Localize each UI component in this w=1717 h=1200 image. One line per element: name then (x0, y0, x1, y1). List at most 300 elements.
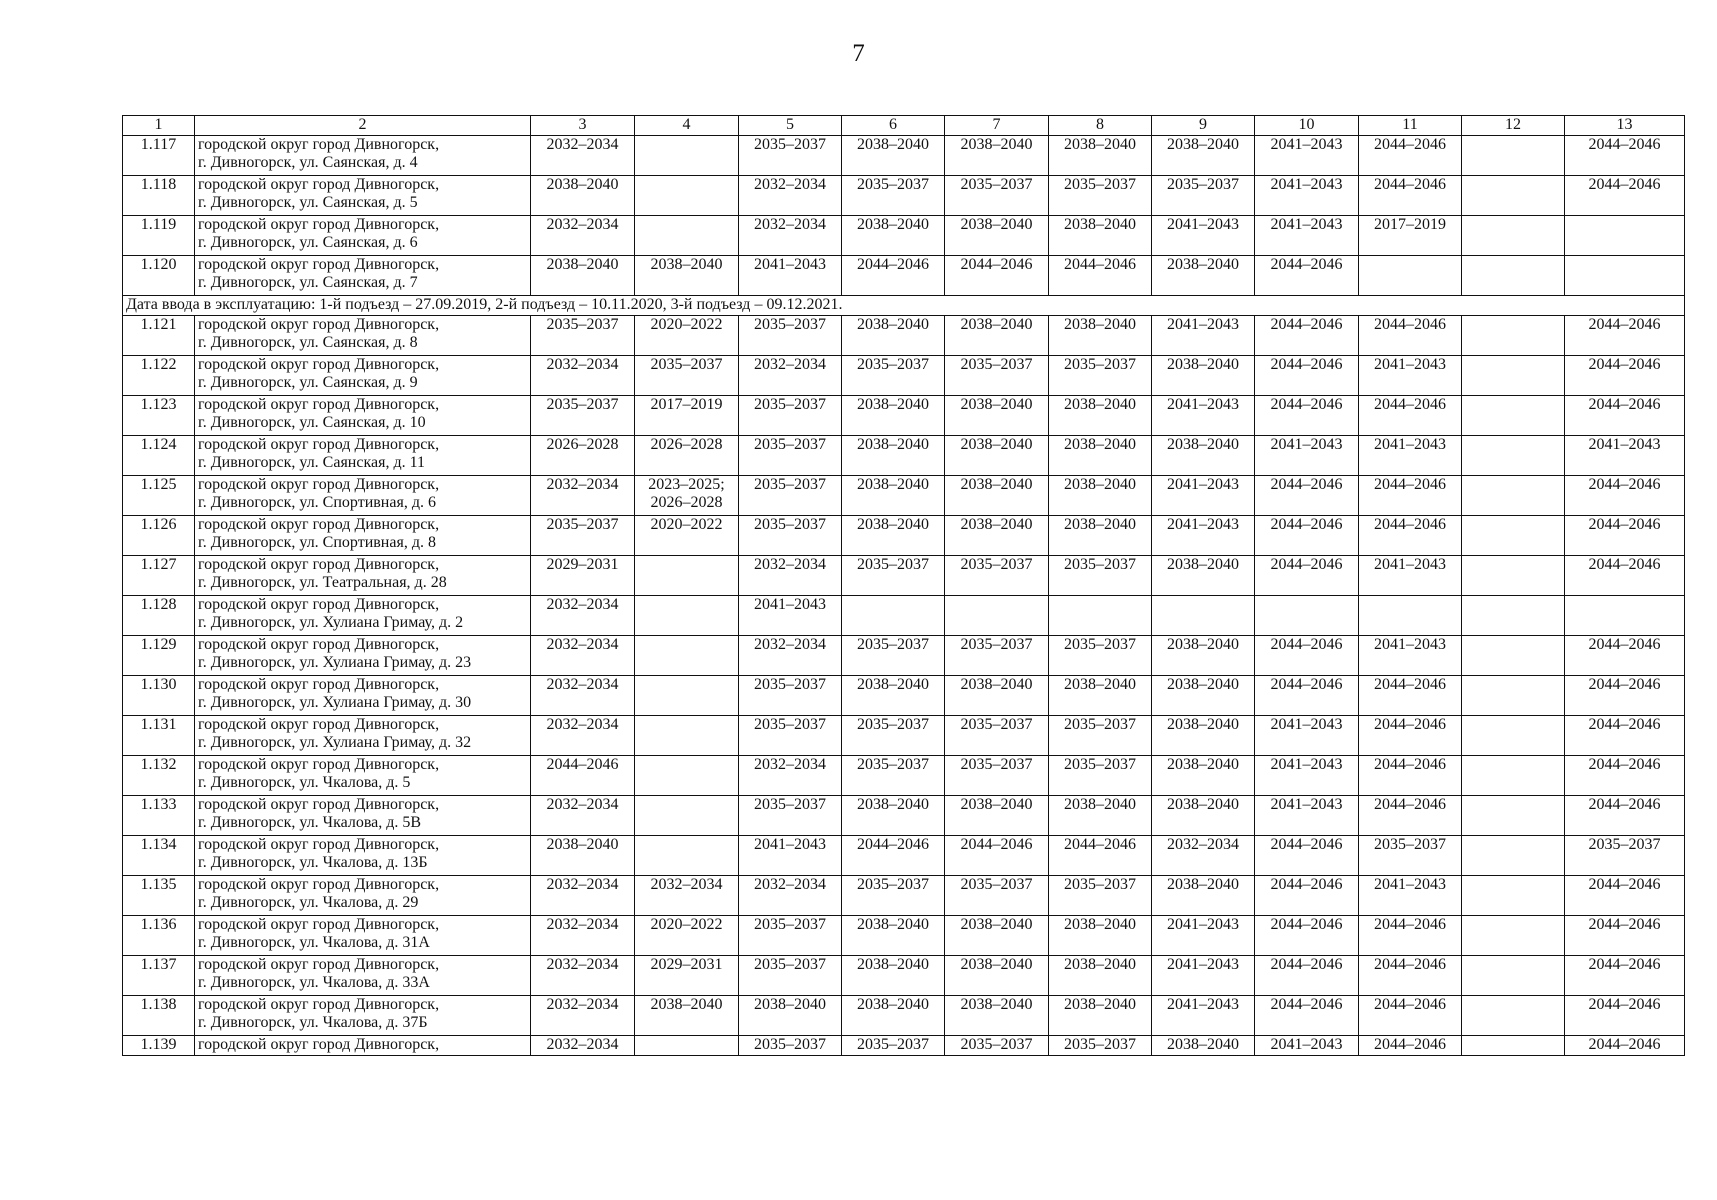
address-line-2: г. Дивногорск, ул. Чкалова, д. 13Б (198, 854, 428, 872)
period-cell: 2035–2037 (842, 356, 945, 396)
period-cell: 2032–2034 (739, 356, 842, 396)
period-cell: 2041–2043 (739, 256, 842, 296)
table-row (123, 216, 1685, 256)
address-line-2: г. Дивногорск, ул. Саянская, д. 5 (198, 194, 418, 212)
table-row (123, 676, 1685, 716)
row-number: 1.135 (123, 876, 195, 916)
row-number: 1.119 (123, 216, 195, 256)
address-line-2: г. Дивногорск, ул. Хулиана Гримау, д. 32 (198, 734, 472, 752)
period-cell: 2044–2046 (1359, 916, 1462, 956)
period-cell: 2035–2037 (1049, 756, 1152, 796)
address-line-1: городской округ город Дивногорск, (198, 396, 440, 413)
period-cell: 2020–2022 (635, 516, 739, 556)
period-cell: 2038–2040 (945, 316, 1049, 356)
row-number: 1.133 (123, 796, 195, 836)
period-cell: 2044–2046 (842, 836, 945, 876)
period-cell: 2035–2037 (739, 136, 842, 176)
period-cell: 2038–2040 (1049, 996, 1152, 1036)
address-cell (195, 516, 531, 556)
period-cell: 2041–2043 (1359, 356, 1462, 396)
period-cell (1462, 836, 1565, 876)
address-line-1: городской округ город Дивногорск, (198, 176, 440, 193)
period-cell: 2044–2046 (1255, 996, 1359, 1036)
period-cell: 2044–2046 (1255, 956, 1359, 996)
period-cell: 2035–2037 (1565, 836, 1685, 876)
column-header: 7 (945, 116, 1049, 136)
period-cell: 2035–2037 (945, 356, 1049, 396)
row-number: 1.134 (123, 836, 195, 876)
address-line-2: г. Дивногорск, ул. Саянская, д. 7 (198, 274, 418, 292)
period-cell: 2032–2034 (1152, 836, 1255, 876)
period-cell: 2038–2040 (945, 796, 1049, 836)
address-line-2: г. Дивногорск, ул. Чкалова, д. 33А (198, 974, 430, 992)
address-line-1: городской округ город Дивногорск, (198, 356, 440, 373)
address-cell (195, 596, 531, 636)
address-line-1: городской округ город Дивногорск, (198, 676, 440, 693)
period-cell: 2038–2040 (945, 916, 1049, 956)
row-number: 1.124 (123, 436, 195, 476)
period-cell: 2044–2046 (1565, 796, 1685, 836)
period-cell: 2041–2043 (1152, 316, 1255, 356)
period-cell: 2041–2043 (1565, 436, 1685, 476)
period-cell: 2041–2043 (1152, 216, 1255, 256)
period-cell: 2032–2034 (531, 596, 635, 636)
address-line-1: городской округ город Дивногорск, (198, 756, 440, 773)
address-line-1: городской округ город Дивногорск, (198, 316, 440, 333)
column-header: 12 (1462, 116, 1565, 136)
period-cell: 2044–2046 (1255, 396, 1359, 436)
row-number: 1.132 (123, 756, 195, 796)
address-line-2: г. Дивногорск, ул. Хулиана Гримау, д. 23 (198, 654, 472, 672)
address-cell (195, 636, 531, 676)
period-cell: 2044–2046 (1359, 956, 1462, 996)
address-line-2: г. Дивногорск, ул. Чкалова, д. 31А (198, 934, 430, 952)
capital-repair-schedule-table (122, 115, 1685, 1056)
address-line-1: городской округ город Дивногорск, (198, 716, 440, 733)
address-cell (195, 796, 531, 836)
period-cell: 2041–2043 (1255, 796, 1359, 836)
period-cell: 2035–2037 (739, 516, 842, 556)
period-cell: 2035–2037 (842, 716, 945, 756)
address-line-2: г. Дивногорск, ул. Саянская, д. 4 (198, 154, 418, 172)
row-number: 1.121 (123, 316, 195, 356)
period-cell: 2041–2043 (1152, 996, 1255, 1036)
address-cell (195, 836, 531, 876)
address-line-1: городской округ город Дивногорск, (198, 136, 440, 153)
table-row (123, 836, 1685, 876)
period-cell (635, 636, 739, 676)
period-cell: 2029–2031 (635, 956, 739, 996)
period-cell (1565, 596, 1685, 636)
column-header: 4 (635, 116, 739, 136)
period-cell: 2044–2046 (1359, 1036, 1462, 1056)
table-row (123, 136, 1685, 176)
period-cell: 2038–2040 (842, 396, 945, 436)
table-row (123, 1036, 1685, 1056)
row-number: 1.120 (123, 256, 195, 296)
period-cell: 2035–2037 (1152, 176, 1255, 216)
period-cell: 2035–2037 (531, 516, 635, 556)
column-number-row (123, 116, 1685, 136)
period-cell: 2044–2046 (842, 256, 945, 296)
period-cell: 2038–2040 (842, 476, 945, 516)
period-cell: 2038–2040 (945, 676, 1049, 716)
period-cell (1462, 436, 1565, 476)
period-cell: 2038–2040 (1049, 676, 1152, 716)
period-cell: 2038–2040 (1049, 916, 1152, 956)
period-cell: 2032–2034 (531, 716, 635, 756)
period-cell: 2032–2034 (739, 876, 842, 916)
period-cell: 2035–2037 (945, 556, 1049, 596)
address-cell (195, 476, 531, 516)
period-cell: 2035–2037 (1049, 176, 1152, 216)
period-cell: 2041–2043 (739, 836, 842, 876)
address-line-2: г. Дивногорск, ул. Саянская, д. 6 (198, 234, 418, 252)
period-cell: 2044–2046 (1565, 396, 1685, 436)
column-header: 3 (531, 116, 635, 136)
period-cell: 2044–2046 (1255, 876, 1359, 916)
address-line-1: городской округ город Дивногорск, (198, 1036, 440, 1053)
period-cell: 2032–2034 (531, 676, 635, 716)
row-number: 1.139 (123, 1036, 195, 1056)
period-cell: 2038–2040 (1152, 876, 1255, 916)
address-cell (195, 396, 531, 436)
address-line-1: городской округ город Дивногорск, (198, 796, 440, 813)
period-cell (635, 756, 739, 796)
period-cell: 2035–2037 (739, 796, 842, 836)
period-cell: 2032–2034 (739, 556, 842, 596)
table-row (123, 316, 1685, 356)
address-cell (195, 876, 531, 916)
period-cell: 2044–2046 (1255, 836, 1359, 876)
column-header: 13 (1565, 116, 1685, 136)
period-cell: 2044–2046 (1359, 516, 1462, 556)
row-number: 1.128 (123, 596, 195, 636)
period-cell (1462, 516, 1565, 556)
period-cell (1462, 636, 1565, 676)
column-header: 1 (123, 116, 195, 136)
row-number: 1.126 (123, 516, 195, 556)
period-cell: 2035–2037 (842, 1036, 945, 1056)
address-cell (195, 556, 531, 596)
column-header: 11 (1359, 116, 1462, 136)
period-cell: 2038–2040 (1049, 796, 1152, 836)
address-line-2: г. Дивногорск, ул. Чкалова, д. 37Б (198, 1014, 428, 1032)
table-row (123, 516, 1685, 556)
period-cell: 2035–2037 (739, 916, 842, 956)
period-cell (1462, 876, 1565, 916)
period-cell: 2038–2040 (531, 836, 635, 876)
address-cell (195, 1036, 531, 1056)
address-line-2: г. Дивногорск, ул. Театральная, д. 28 (198, 574, 447, 592)
period-cell: 2035–2037 (945, 1036, 1049, 1056)
row-number: 1.137 (123, 956, 195, 996)
period-cell: 2044–2046 (1565, 956, 1685, 996)
period-cell: 2038–2040 (1152, 256, 1255, 296)
address-line-1: городской округ город Дивногорск, (198, 636, 440, 653)
period-cell (1565, 256, 1685, 296)
period-cell: 2044–2046 (1565, 136, 1685, 176)
period-cell (1462, 676, 1565, 716)
period-cell: 2041–2043 (1255, 216, 1359, 256)
period-cell (1462, 796, 1565, 836)
period-cell: 2035–2037 (945, 756, 1049, 796)
period-cell: 2038–2040 (1152, 556, 1255, 596)
period-cell: 2032–2034 (739, 756, 842, 796)
table-row (123, 476, 1685, 516)
address-cell (195, 356, 531, 396)
period-cell: 2035–2037 (1049, 636, 1152, 676)
period-cell: 2041–2043 (1359, 556, 1462, 596)
period-cell: 2041–2043 (1359, 876, 1462, 916)
period-cell: 2044–2046 (1359, 996, 1462, 1036)
period-cell: 2044–2046 (1565, 996, 1685, 1036)
period-cell: 2041–2043 (1255, 176, 1359, 216)
period-cell: 2035–2037 (739, 396, 842, 436)
period-cell: 2035–2037 (842, 876, 945, 916)
period-cell: 2041–2043 (1152, 516, 1255, 556)
period-cell: 2044–2046 (1359, 676, 1462, 716)
row-number: 1.129 (123, 636, 195, 676)
period-cell: 2032–2034 (531, 916, 635, 956)
period-cell: 2035–2037 (531, 316, 635, 356)
period-cell: 2041–2043 (1152, 396, 1255, 436)
period-cell: 2020–2022 (635, 916, 739, 956)
period-cell: 2038–2040 (945, 136, 1049, 176)
period-cell: 2044–2046 (1565, 476, 1685, 516)
table-row (123, 436, 1685, 476)
period-cell: 2044–2046 (1255, 316, 1359, 356)
period-cell: 2044–2046 (1565, 756, 1685, 796)
address-line-2: г. Дивногорск, ул. Саянская, д. 9 (198, 374, 418, 392)
period-cell: 2038–2040 (842, 796, 945, 836)
address-line-2: г. Дивногорск, ул. Саянская, д. 11 (198, 454, 426, 472)
period-cell: 2035–2037 (1049, 716, 1152, 756)
period-cell: 2032–2034 (531, 136, 635, 176)
period-cell: 2029–2031 (531, 556, 635, 596)
period-cell: 2044–2046 (1255, 516, 1359, 556)
period-cell (1462, 396, 1565, 436)
period-cell: 2044–2046 (1255, 476, 1359, 516)
period-cell (1462, 476, 1565, 516)
period-cell (1462, 596, 1565, 636)
period-cell (1462, 316, 1565, 356)
period-cell: 2038–2040 (842, 436, 945, 476)
address-cell (195, 136, 531, 176)
period-cell (635, 596, 739, 636)
period-cell: 2038–2040 (1049, 956, 1152, 996)
period-cell: 2035–2037 (945, 636, 1049, 676)
period-cell: 2038–2040 (1152, 796, 1255, 836)
period-cell (1565, 216, 1685, 256)
row-number: 1.136 (123, 916, 195, 956)
table-row (123, 256, 1685, 296)
period-cell: 2044–2046 (1565, 716, 1685, 756)
table-row (123, 716, 1685, 756)
period-cell: 2038–2040 (531, 256, 635, 296)
period-cell: 2038–2040 (842, 136, 945, 176)
period-cell: 2044–2046 (1565, 876, 1685, 916)
period-cell: 2035–2037 (1049, 876, 1152, 916)
address-line-1: городской округ город Дивногорск, (198, 876, 440, 893)
table-row (123, 356, 1685, 396)
period-cell: 2044–2046 (1255, 556, 1359, 596)
period-cell: 2035–2037 (842, 176, 945, 216)
period-cell: 2044–2046 (1255, 356, 1359, 396)
period-cell (635, 676, 739, 716)
row-number: 1.117 (123, 136, 195, 176)
period-cell: 2038–2040 (945, 476, 1049, 516)
note-row (123, 296, 1685, 316)
period-cell: 2044–2046 (1565, 556, 1685, 596)
period-cell: 2032–2034 (531, 956, 635, 996)
period-cell: 2038–2040 (842, 676, 945, 716)
address-line-2: г. Дивногорск, ул. Чкалова, д. 29 (198, 894, 419, 912)
period-cell: 2041–2043 (1359, 436, 1462, 476)
period-cell: 2044–2046 (1565, 676, 1685, 716)
period-cell: 2035–2037 (739, 1036, 842, 1056)
period-cell: 2035–2037 (945, 176, 1049, 216)
row-number: 1.123 (123, 396, 195, 436)
period-cell: 2041–2043 (1152, 916, 1255, 956)
period-cell: 2038–2040 (1152, 136, 1255, 176)
address-line-1: городской округ город Дивногорск, (198, 956, 440, 973)
period-cell: 2035–2037 (739, 316, 842, 356)
period-cell: 2038–2040 (1049, 136, 1152, 176)
address-line-1: городской округ город Дивногорск, (198, 476, 440, 493)
period-cell (1462, 356, 1565, 396)
period-cell: 2035–2037 (1049, 356, 1152, 396)
period-cell: 2035–2037 (842, 756, 945, 796)
period-cell (635, 716, 739, 756)
period-cell: 2044–2046 (1359, 176, 1462, 216)
period-cell (1462, 1036, 1565, 1056)
period-cell: 2038–2040 (1049, 436, 1152, 476)
period-cell: 2044–2046 (945, 836, 1049, 876)
period-cell: 2044–2046 (1359, 316, 1462, 356)
period-cell: 2038–2040 (1152, 716, 1255, 756)
address-line-1: городской округ город Дивногорск, (198, 836, 440, 853)
table-row (123, 796, 1685, 836)
table-row (123, 916, 1685, 956)
address-line-1: городской округ город Дивногорск, (198, 916, 440, 933)
column-header: 2 (195, 116, 531, 136)
period-cell: 2041–2043 (1152, 476, 1255, 516)
period-cell: 2026–2028 (531, 436, 635, 476)
address-line-1: городской округ город Дивногорск, (198, 436, 440, 453)
period-cell: 2044–2046 (1565, 516, 1685, 556)
row-number: 1.138 (123, 996, 195, 1036)
address-cell (195, 916, 531, 956)
period-cell: 2035–2037 (531, 396, 635, 436)
address-line-2: г. Дивногорск, ул. Хулиана Гримау, д. 2 (198, 614, 464, 632)
period-cell: 2035–2037 (945, 716, 1049, 756)
period-cell: 2038–2040 (1049, 316, 1152, 356)
period-cell (945, 596, 1049, 636)
period-cell: 2038–2040 (842, 516, 945, 556)
address-line-1: городской округ город Дивногорск, (198, 256, 440, 273)
period-cell: 2044–2046 (945, 256, 1049, 296)
period-cell: 2038–2040 (1049, 516, 1152, 556)
table-row (123, 876, 1685, 916)
period-cell: 2044–2046 (1565, 916, 1685, 956)
period-cell: 2035–2037 (1049, 556, 1152, 596)
table-row (123, 396, 1685, 436)
period-cell: 2032–2034 (531, 996, 635, 1036)
period-cell (1152, 596, 1255, 636)
address-line-2: г. Дивногорск, ул. Чкалова, д. 5В (198, 814, 422, 832)
address-line-2: г. Дивногорск, ул. Саянская, д. 8 (198, 334, 418, 352)
period-cell: 2044–2046 (1255, 636, 1359, 676)
table-row (123, 956, 1685, 996)
period-cell (1462, 216, 1565, 256)
period-cell: 2038–2040 (842, 956, 945, 996)
period-cell: 2044–2046 (1049, 256, 1152, 296)
row-number: 1.130 (123, 676, 195, 716)
table-row (123, 636, 1685, 676)
address-line-2: г. Дивногорск, ул. Саянская, д. 10 (198, 414, 426, 432)
period-cell: 2032–2034 (531, 876, 635, 916)
row-number: 1.122 (123, 356, 195, 396)
address-cell (195, 216, 531, 256)
period-cell: 2032–2034 (739, 176, 842, 216)
column-header: 9 (1152, 116, 1255, 136)
period-cell: 2044–2046 (1255, 916, 1359, 956)
period-cell: 2041–2043 (1255, 1036, 1359, 1056)
period-cell (1462, 756, 1565, 796)
period-cell: 2038–2040 (1152, 756, 1255, 796)
address-line-1: городской округ город Дивногорск, (198, 216, 440, 233)
column-header: 8 (1049, 116, 1152, 136)
period-cell: 2041–2043 (1152, 956, 1255, 996)
period-cell: 2044–2046 (1359, 396, 1462, 436)
period-cell (1359, 596, 1462, 636)
period-cell: 2044–2046 (1565, 356, 1685, 396)
column-header: 5 (739, 116, 842, 136)
period-cell: 2038–2040 (1152, 676, 1255, 716)
period-cell: 2038–2040 (945, 396, 1049, 436)
period-cell: 2044–2046 (1359, 756, 1462, 796)
period-cell: 2041–2043 (1255, 716, 1359, 756)
period-cell (842, 596, 945, 636)
column-header: 6 (842, 116, 945, 136)
period-cell: 2038–2040 (945, 996, 1049, 1036)
period-cell: 2032–2034 (635, 876, 739, 916)
row-number: 1.131 (123, 716, 195, 756)
period-cell: 2038–2040 (945, 216, 1049, 256)
address-line-1: городской округ город Дивногорск, (198, 556, 440, 573)
address-cell (195, 436, 531, 476)
address-cell (195, 956, 531, 996)
period-cell: 2035–2037 (945, 876, 1049, 916)
period-cell: 2026–2028 (635, 436, 739, 476)
period-cell: 2035–2037 (739, 476, 842, 516)
column-header: 10 (1255, 116, 1359, 136)
address-cell (195, 676, 531, 716)
table-row (123, 756, 1685, 796)
period-cell (635, 836, 739, 876)
period-cell: 2035–2037 (842, 636, 945, 676)
period-cell (1359, 256, 1462, 296)
address-cell (195, 716, 531, 756)
period-cell: 2044–2046 (1255, 676, 1359, 716)
period-cell: 2044–2046 (531, 756, 635, 796)
period-cell: 2032–2034 (739, 216, 842, 256)
address-line-2: г. Дивногорск, ул. Спортивная, д. 6 (198, 494, 436, 512)
period-cell (635, 1036, 739, 1056)
period-cell: 2035–2037 (739, 956, 842, 996)
period-cell: 2038–2040 (1152, 356, 1255, 396)
